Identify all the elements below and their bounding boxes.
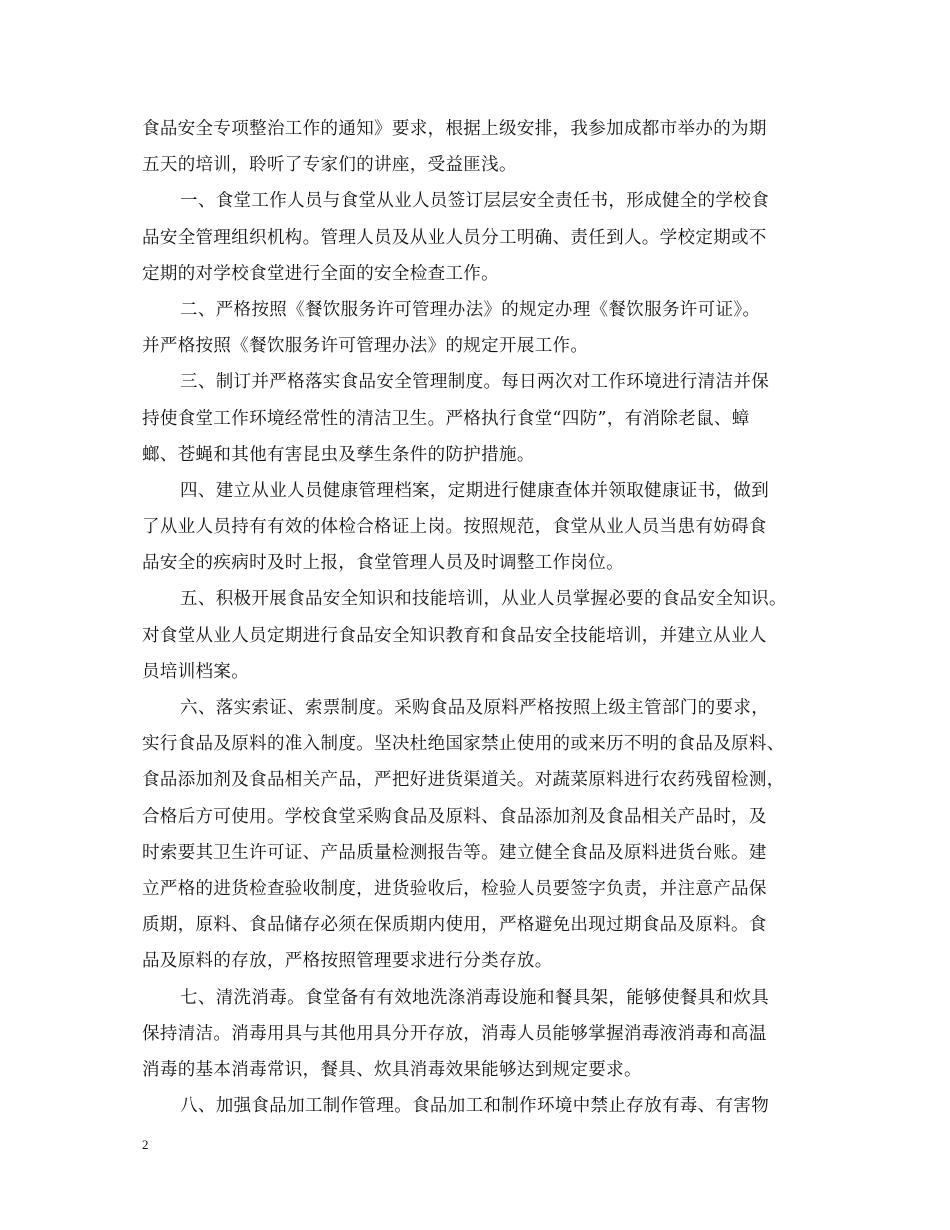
text-line: 实行食品及原料的准入制度。坚决杜绝国家禁止使用的或来历不明的食品及原料、: [142, 734, 785, 755]
text-line: 消毒的基本消毒常识，餐具、炊具消毒效果能够达到规定要求。: [142, 1059, 642, 1080]
text-line: 二、严格按照《餐饮服务许可管理办法》的规定办理《餐饮服务许可证》。: [180, 299, 761, 320]
text-line: 保持清洁。消毒用具与其他用具分开存放，消毒人员能够掌握消毒液消毒和高温: [142, 1023, 767, 1044]
text-line: 时索要其卫生许可证、产品质量检测报告等。建立健全食品及原料进货台账。建: [142, 842, 767, 863]
text-line: 质期，原料、食品储存必须在保质期内使用，严格避免出现过期食品及原料。食: [142, 915, 767, 936]
text-line: 三、制订并严格落实食品安全管理制度。每日两次对工作环境进行清洁并保: [180, 372, 770, 393]
text-line: 定期的对学校食堂进行全面的安全检查工作。: [142, 263, 499, 284]
text-line: 食品安全专项整治工作的通知》要求，根据上级安排，我参加成都市举办的为期: [142, 119, 767, 139]
text-line: 螂、苍蝇和其他有害昆虫及孳生条件的防护措施。: [142, 444, 535, 465]
text-line: 立严格的进货检查验收制度，进货验收后，检验人员要签字负责，并注意产品保: [142, 878, 767, 899]
text-line: 品及原料的存放，严格按照管理要求进行分类存放。: [142, 951, 553, 972]
text-line: 五天的培训，聆听了专家们的讲座，受益匪浅。: [142, 155, 517, 176]
page-number: 2: [142, 1137, 149, 1152]
text-line: 一、食堂工作人员与食堂从业人员签订层层安全责任书，形成健全的学校食: [180, 191, 770, 212]
text-line: 并严格按照《餐饮服务许可管理办法》的规定开展工作。: [142, 336, 589, 357]
text-line: 五、积极开展食品安全知识和技能培训，从业人员掌握必要的食品安全知识。: [180, 589, 787, 610]
text-line: 了从业人员持有有效的体检合格证上岗。按照规范，食堂从业人员当患有妨碍食: [142, 517, 767, 538]
text-line: 四、建立从业人员健康管理档案，定期进行健康查体并领取健康证书，做到: [180, 480, 770, 501]
text-line: 七、清洗消毒。食堂备有有效地洗涤消毒设施和餐具架，能够使餐具和炊具: [180, 987, 770, 1008]
text-line: 持使食堂工作环境经常性的清洁卫生。严格执行食堂“四防”，有消除老鼠、蟑: [142, 408, 750, 429]
text-line: 八、加强食品加工制作管理。食品加工和制作环境中禁止存放有毒、有害物: [180, 1096, 770, 1117]
text-line: 品安全管理组织机构。管理人员及从业人员分工明确、责任到人。学校定期或不: [142, 227, 767, 248]
text-line: 六、落实索证、索票制度。采购食品及原料严格按照上级主管部门的要求，: [180, 698, 770, 718]
text-line: 员培训档案。: [142, 661, 250, 682]
document-body: [142, 111, 826, 1124]
text-line: 食品添加剂及食品相关产品，严把好进货渠道关。对蔬菜原料进行农药残留检测，: [142, 770, 785, 791]
text-line: 合格后方可使用。学校食堂采购食品及原料、食品添加剂及食品相关产品时，及: [142, 806, 767, 827]
text-line: 对食堂从业人员定期进行食品安全知识教育和食品安全技能培训，并建立从业人: [142, 625, 767, 646]
text-line: 品安全的疾病时及时上报，食堂管理人员及时调整工作岗位。: [142, 553, 624, 574]
